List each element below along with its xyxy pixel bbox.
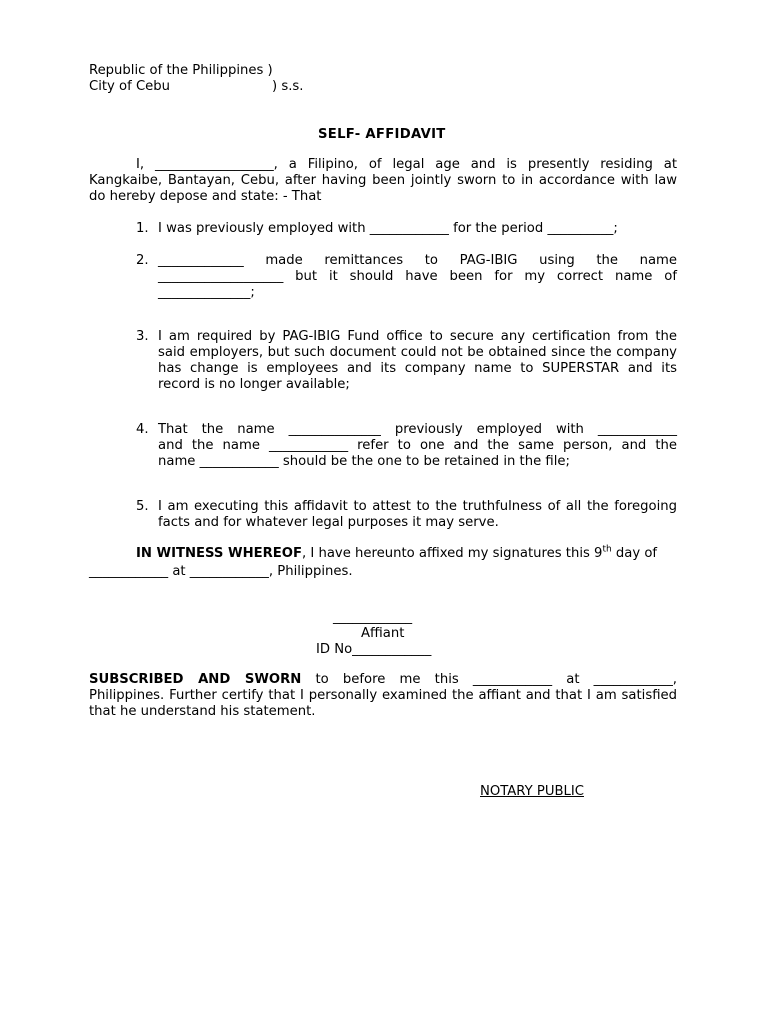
intro-line-2: Kangkaibe, Bantayan, Cebu, after having been jointly sworn to in accordance with law: [89, 173, 677, 188]
sworn-line-2: Philippines. Further certify that I personally examined the affiant and that I am satisfied: [89, 688, 677, 703]
item-2-line-1: _____________ made remittances to PAG-IBIG using the name: [158, 253, 677, 268]
witness-sup: th: [602, 544, 612, 555]
item-3-line-3: has change is employees and its company name to SUPERSTAR and its: [158, 361, 677, 376]
sworn-line-1: [89, 672, 677, 688]
item-3-line-1: I am required by PAG-IBIG Fund office to secure any certification from the: [158, 329, 677, 344]
sworn-rest: to before me this ____________ at ____________,: [301, 672, 677, 687]
item-5-line-2: facts and for whatever legal purposes it may serve.: [158, 515, 499, 530]
item-4-line-3: name ____________ should be the one to be retained in the file;: [158, 454, 570, 469]
notary-public: NOTARY PUBLIC: [480, 784, 584, 799]
item-1-number: 1.: [136, 221, 149, 236]
affiant-label: Affiant: [361, 626, 405, 641]
witness-line-1: [136, 546, 657, 562]
witness-end: day of: [611, 546, 658, 561]
item-4-line-2: and the name ____________ refer to one and the same person, and the: [158, 438, 677, 453]
signature-line: ____________: [333, 610, 413, 625]
header-republic: Republic of the Philippines ): [89, 63, 273, 78]
header-city: City of Cebu: [89, 79, 170, 94]
item-3-line-4: record is no longer available;: [158, 377, 350, 392]
item-5-number: 5.: [136, 499, 149, 514]
id-no: ID No____________: [316, 642, 432, 657]
sworn-line-3: that he understand his statement.: [89, 704, 316, 719]
witness-line-2: ____________ at ____________, Philippines.: [89, 564, 353, 579]
item-2-line-3: ______________;: [158, 285, 255, 300]
item-1-line-1: I was previously employed with ____________ for the period __________;: [158, 221, 618, 236]
item-3-number: 3.: [136, 329, 149, 344]
witness-text: , I have hereunto affixed my signatures this 9: [302, 546, 603, 561]
intro-line-3: do hereby depose and state: - That: [89, 189, 322, 204]
intro-line-1: I, __________________, a Filipino, of legal age and is presently residing at: [136, 157, 677, 172]
sworn-bold: SUBSCRIBED AND SWORN: [89, 672, 302, 687]
item-3-line-2: said employers, but such document could not be obtained since the company: [158, 345, 677, 360]
item-2-line-2: ___________________ but it should have been for my correct name of: [158, 269, 677, 284]
witness-bold: IN WITNESS WHEREOF: [136, 546, 302, 561]
item-2-number: 2.: [136, 253, 149, 268]
item-5-line-1: I am executing this affidavit to attest to the truthfulness of all the foregoing: [158, 499, 677, 514]
item-4-line-1: That the name ______________ previously employed with ____________: [158, 422, 677, 437]
item-4-number: 4.: [136, 422, 149, 437]
header-ss: ) s.s.: [272, 79, 304, 94]
document-title: SELF- AFFIDAVIT: [318, 127, 446, 142]
